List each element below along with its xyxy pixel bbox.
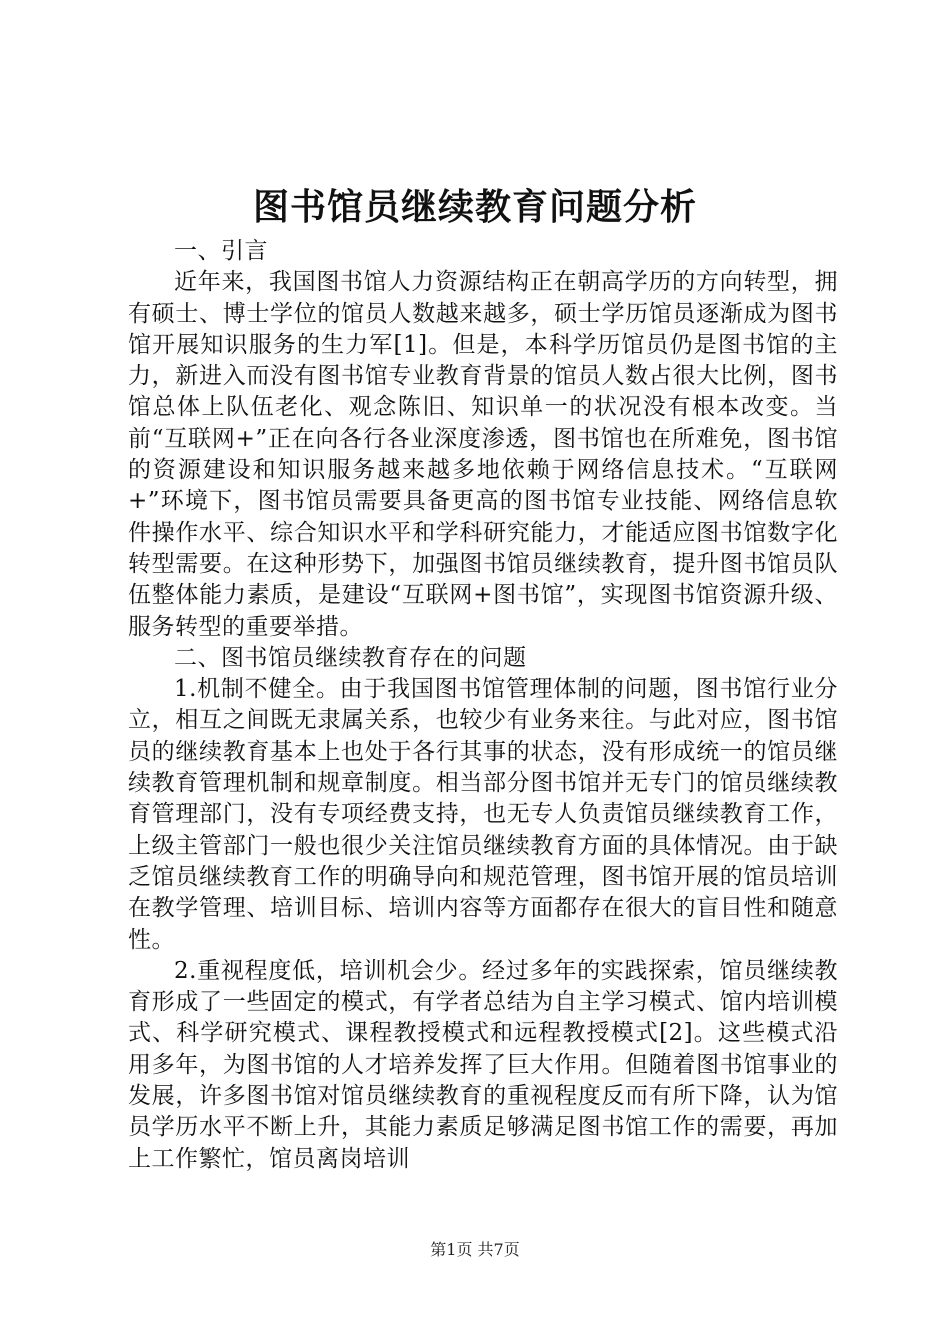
section-heading-problems: 二、图书馆员继续教育存在的问题 xyxy=(174,644,527,671)
paragraph-attention: 2.重视程度低，培训机会少。经过多年的实践探索，馆员继续教育形成了一些固定的模式，有学者总结为自主学习模式、馆内培训模式、科学研究模式、课程教授模式和远程教授模式[2]。这些模式沿用多年，为图书馆的人才培养发挥了巨大作用。但随着图书馆事业的发展，许多图书馆对馆员继续教育的重视程度反而有所下降，认为馆员学历水平不断上升，其能力素质足够满足图书馆工作的需要，再加上工作繁忙，馆员离岗培训 xyxy=(128,957,838,1172)
paragraph-introduction: 近年来，我国图书馆人力资源结构正在朝高学历的方向转型，拥有硕士、博士学位的馆员人数越来越多，硕士学历馆员逐渐成为图书馆开展知识服务的生力军[1]。但是，本科学历馆员仍是图书馆的主力，新进入而没有图书馆专业教育背景的馆员人数占很大比例，图书馆总体上队伍老化、观念陈旧、知识单一的状况没有根本改变。当前“互联网+”正在向各行各业深度渗透，图书馆也在所难免，图书馆的资源建设和知识服务越来越多地依赖于网络信息技术。“互联网+”环境下，图书馆员需要具备更高的图书馆专业技能、网络信息软件操作水平、综合知识水平和学科研究能力，才能适应图书馆数字化转型需要。在这种形势下，加强图书馆员继续教育，提升图书馆员队伍整体能力素质，是建设“互联网+图书馆”，实现图书馆资源升级、服务转型的重要举措。 xyxy=(128,269,838,640)
document-body xyxy=(128,236,838,1175)
paragraph-mechanism: 1.机制不健全。由于我国图书馆管理体制的问题，图书馆行业分立，相互之间既无隶属关系，也较少有业务来往。与此对应，图书馆员的继续教育基本上也处于各行其事的状态，没有形成统一的馆员继续教育管理机制和规章制度。相当部分图书馆并无专门的馆员继续教育管理部门，没有专项经费支持，也无专人负责馆员继续教育工作，上级主管部门一般也很少关注馆员继续教育方面的具体情况。由于缺乏馆员继续教育工作的明确导向和规范管理，图书馆开展的馆员培训在教学管理、培训目标、培训内容等方面都存在很大的盲目性和随意性。 xyxy=(128,676,838,953)
section-heading-introduction: 一、引言 xyxy=(174,238,268,264)
document-title: 图书馆员继续教育问题分析 xyxy=(252,187,697,228)
page-number-footer: 第1页 共7页 xyxy=(430,1240,520,1259)
